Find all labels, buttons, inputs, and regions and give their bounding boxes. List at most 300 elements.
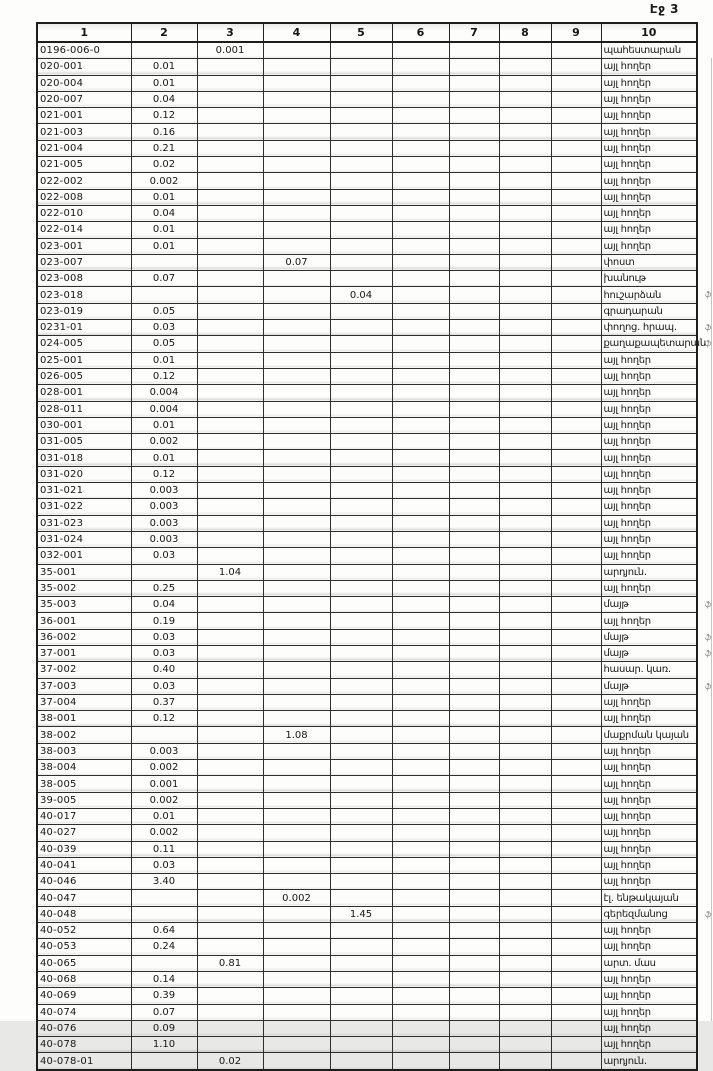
cell-col9 xyxy=(551,580,601,596)
cell-area-col3 xyxy=(197,222,263,238)
cell-col8 xyxy=(499,841,551,857)
cell-col8 xyxy=(499,1004,551,1020)
cell-parcel-code: 021-003 xyxy=(37,124,131,140)
cell-area-col4 xyxy=(263,645,330,661)
cell-parcel-code: 40-048 xyxy=(37,906,131,922)
cell-col8 xyxy=(499,971,551,987)
cell-area-col5 xyxy=(330,548,392,564)
cell-area-col3 xyxy=(197,466,263,482)
cell-land-use: այլ հողեր xyxy=(601,124,697,140)
cell-land-use: այլ հողեր xyxy=(601,173,697,189)
cell-area-col5 xyxy=(330,1004,392,1020)
cell-col9 xyxy=(551,434,601,450)
cell-parcel-code: 030-001 xyxy=(37,417,131,433)
cell-area-col4 xyxy=(263,988,330,1004)
cell-parcel-code: 40-027 xyxy=(37,825,131,841)
handwritten-margin-mark: ֆ xyxy=(705,681,712,691)
cell-col8 xyxy=(499,368,551,384)
cell-land-use: այլ հողեր xyxy=(601,434,697,450)
cell-col8 xyxy=(499,939,551,955)
cell-area-col3 xyxy=(197,760,263,776)
cell-area-col3 xyxy=(197,173,263,189)
cell-area-col4 xyxy=(263,694,330,710)
cell-col8 xyxy=(499,59,551,75)
cell-col9 xyxy=(551,140,601,156)
cell-col7 xyxy=(449,157,499,173)
cell-area-col2: 0.01 xyxy=(131,417,197,433)
cell-col9 xyxy=(551,988,601,1004)
cell-col6 xyxy=(392,531,449,547)
cell-col8 xyxy=(499,91,551,107)
cell-area-col3 xyxy=(197,1004,263,1020)
cell-col8 xyxy=(499,564,551,580)
cell-col7 xyxy=(449,955,499,971)
table-row xyxy=(37,678,697,694)
cell-col9 xyxy=(551,808,601,824)
cell-area-col2: 0.21 xyxy=(131,140,197,156)
cell-land-use: այլ հողեր xyxy=(601,157,697,173)
cell-land-use: այլ հողեր xyxy=(601,841,697,857)
cell-col7 xyxy=(449,890,499,906)
cell-area-col4 xyxy=(263,368,330,384)
cell-area-col5 xyxy=(330,580,392,596)
cell-col7 xyxy=(449,401,499,417)
cell-land-use: այլ հողեր xyxy=(601,776,697,792)
cell-col6 xyxy=(392,140,449,156)
cell-col9 xyxy=(551,75,601,91)
cell-col6 xyxy=(392,727,449,743)
cell-land-use: այլ հողեր xyxy=(601,1004,697,1020)
cell-area-col2: 0.003 xyxy=(131,483,197,499)
cell-area-col4 xyxy=(263,678,330,694)
column-header-1: 1 xyxy=(37,23,131,42)
cell-parcel-code: 40-078 xyxy=(37,1037,131,1053)
cell-area-col5 xyxy=(330,662,392,678)
cell-area-col5 xyxy=(330,108,392,124)
cell-land-use: այլ հողեր xyxy=(601,939,697,955)
cell-area-col5 xyxy=(330,466,392,482)
cell-col9 xyxy=(551,906,601,922)
cell-land-use: խանութ xyxy=(601,271,697,287)
cell-col9 xyxy=(551,124,601,140)
cell-land-use: պահեստարան xyxy=(601,42,697,59)
cell-col6 xyxy=(392,173,449,189)
cell-parcel-code: 40-078-01 xyxy=(37,1053,131,1070)
cell-land-use: այլ հողեր xyxy=(601,140,697,156)
cell-area-col2: 0.002 xyxy=(131,434,197,450)
cell-col8 xyxy=(499,336,551,352)
cell-col7 xyxy=(449,678,499,694)
handwritten-margin-mark: ֆ xyxy=(705,339,712,349)
cell-area-col3 xyxy=(197,271,263,287)
table-row xyxy=(37,466,697,482)
cell-col8 xyxy=(499,857,551,873)
cell-area-col5 xyxy=(330,613,392,629)
cell-area-col2: 0.02 xyxy=(131,157,197,173)
cell-area-col5 xyxy=(330,303,392,319)
cell-col7 xyxy=(449,320,499,336)
cell-col9 xyxy=(551,91,601,107)
cell-parcel-code: 031-023 xyxy=(37,515,131,531)
cell-area-col4 xyxy=(263,1053,330,1070)
table-row xyxy=(37,743,697,759)
table-row xyxy=(37,108,697,124)
cell-land-use: այլ հողեր xyxy=(601,923,697,939)
cell-area-col3 xyxy=(197,91,263,107)
cell-col8 xyxy=(499,629,551,645)
cell-col8 xyxy=(499,776,551,792)
cell-col6 xyxy=(392,401,449,417)
cell-col6 xyxy=(392,483,449,499)
cell-land-use: գրադարան xyxy=(601,303,697,319)
cell-parcel-code: 35-002 xyxy=(37,580,131,596)
cell-col7 xyxy=(449,1020,499,1036)
cell-land-use: այլ հողեր xyxy=(601,75,697,91)
cell-col6 xyxy=(392,629,449,645)
cell-land-use: այլ հողեր xyxy=(601,760,697,776)
table-row xyxy=(37,597,697,613)
cell-col7 xyxy=(449,205,499,221)
cell-col9 xyxy=(551,597,601,613)
cell-area-col5 xyxy=(330,988,392,1004)
cell-area-col2 xyxy=(131,955,197,971)
cell-col8 xyxy=(499,645,551,661)
cell-col8 xyxy=(499,417,551,433)
table-row xyxy=(37,694,697,710)
cell-area-col2: 0.01 xyxy=(131,352,197,368)
cell-parcel-code: 026-005 xyxy=(37,368,131,384)
cell-col8 xyxy=(499,613,551,629)
cell-col9 xyxy=(551,352,601,368)
cell-col7 xyxy=(449,499,499,515)
cell-col9 xyxy=(551,564,601,580)
cell-area-col4 xyxy=(263,157,330,173)
cell-area-col5 xyxy=(330,499,392,515)
cell-area-col2: 0.09 xyxy=(131,1020,197,1036)
cell-col7 xyxy=(449,1037,499,1053)
cell-col9 xyxy=(551,1004,601,1020)
cell-col8 xyxy=(499,483,551,499)
cell-parcel-code: 38-003 xyxy=(37,743,131,759)
cell-area-col4 xyxy=(263,1037,330,1053)
cell-col9 xyxy=(551,59,601,75)
cell-area-col3 xyxy=(197,874,263,890)
handwritten-margin-mark: ֆ xyxy=(705,648,712,658)
cell-area-col5 xyxy=(330,743,392,759)
cell-area-col5 xyxy=(330,450,392,466)
cell-col7 xyxy=(449,792,499,808)
cell-area-col3: 0.81 xyxy=(197,955,263,971)
cell-parcel-code: 023-019 xyxy=(37,303,131,319)
cell-col6 xyxy=(392,1053,449,1070)
cell-col6 xyxy=(392,776,449,792)
table-row xyxy=(37,629,697,645)
cell-parcel-code: 031-020 xyxy=(37,466,131,482)
cell-area-col5 xyxy=(330,59,392,75)
cell-col6 xyxy=(392,91,449,107)
cell-area-col4 xyxy=(263,792,330,808)
cell-area-col4 xyxy=(263,91,330,107)
cell-parcel-code: 37-003 xyxy=(37,678,131,694)
cell-area-col5 xyxy=(330,727,392,743)
cell-col6 xyxy=(392,760,449,776)
cell-area-col4 xyxy=(263,401,330,417)
cell-land-use: մաքրման կայան xyxy=(601,727,697,743)
cell-col6 xyxy=(392,271,449,287)
cell-area-col3 xyxy=(197,629,263,645)
cell-col7 xyxy=(449,857,499,873)
cell-land-use: այլ հողեր xyxy=(601,874,697,890)
cell-area-col3 xyxy=(197,108,263,124)
cell-area-col2: 0.07 xyxy=(131,1004,197,1020)
cell-land-use: մայթ ֆ xyxy=(601,645,697,661)
table-row xyxy=(37,173,697,189)
cell-col9 xyxy=(551,450,601,466)
cell-parcel-code: 38-002 xyxy=(37,727,131,743)
cell-col7 xyxy=(449,988,499,1004)
cell-col9 xyxy=(551,466,601,482)
cell-col6 xyxy=(392,189,449,205)
cell-land-use: այլ հողեր xyxy=(601,515,697,531)
cell-col9 xyxy=(551,923,601,939)
cell-col7 xyxy=(449,548,499,564)
cell-area-col5 xyxy=(330,515,392,531)
table-row xyxy=(37,923,697,939)
table-row xyxy=(37,483,697,499)
cell-area-col4 xyxy=(263,271,330,287)
land-parcel-table xyxy=(36,22,712,1071)
cell-col7 xyxy=(449,694,499,710)
cell-col7 xyxy=(449,613,499,629)
table-row xyxy=(37,825,697,841)
cell-col9 xyxy=(551,939,601,955)
cell-col9 xyxy=(551,694,601,710)
cell-col9 xyxy=(551,760,601,776)
cell-area-col4 xyxy=(263,874,330,890)
cell-land-use: այլ հողեր xyxy=(601,531,697,547)
cell-land-use: այլ հողեր xyxy=(601,108,697,124)
cell-area-col3 xyxy=(197,515,263,531)
cell-area-col2: 0.24 xyxy=(131,939,197,955)
cell-col8 xyxy=(499,254,551,270)
cell-land-use: այլ հողեր xyxy=(601,91,697,107)
cell-area-col5 xyxy=(330,825,392,841)
cell-col9 xyxy=(551,499,601,515)
cell-col8 xyxy=(499,1037,551,1053)
cell-parcel-code: 022-010 xyxy=(37,205,131,221)
cell-parcel-code: 35-003 xyxy=(37,597,131,613)
table-row xyxy=(37,59,697,75)
cell-area-col5 xyxy=(330,336,392,352)
cell-area-col4 xyxy=(263,238,330,254)
cell-land-use: այլ հողեր xyxy=(601,59,697,75)
cell-col9 xyxy=(551,271,601,287)
cell-col8 xyxy=(499,808,551,824)
table-row xyxy=(37,42,697,59)
cell-col8 xyxy=(499,271,551,287)
cell-area-col5 xyxy=(330,1037,392,1053)
cell-col6 xyxy=(392,613,449,629)
cell-land-use: այլ հողեր xyxy=(601,238,697,254)
cell-area-col2: 0.25 xyxy=(131,580,197,596)
cell-col9 xyxy=(551,287,601,303)
cell-area-col5 xyxy=(330,157,392,173)
cell-area-col5 xyxy=(330,597,392,613)
cell-area-col4 xyxy=(263,287,330,303)
cell-col7 xyxy=(449,173,499,189)
cell-col6 xyxy=(392,75,449,91)
cell-area-col4 xyxy=(263,711,330,727)
cell-col8 xyxy=(499,548,551,564)
cell-area-col3 xyxy=(197,613,263,629)
cell-parcel-code: 40-076 xyxy=(37,1020,131,1036)
cell-land-use: այլ հողեր xyxy=(601,189,697,205)
cell-col9 xyxy=(551,841,601,857)
cell-area-col2: 0.002 xyxy=(131,792,197,808)
cell-col9 xyxy=(551,483,601,499)
cell-col8 xyxy=(499,662,551,678)
cell-col6 xyxy=(392,320,449,336)
cell-col8 xyxy=(499,678,551,694)
cell-area-col4 xyxy=(263,808,330,824)
cell-col7 xyxy=(449,189,499,205)
table-row xyxy=(37,515,697,531)
cell-area-col3 xyxy=(197,645,263,661)
cell-land-use: այլ հողեր xyxy=(601,711,697,727)
cell-area-col2 xyxy=(131,906,197,922)
cell-col7 xyxy=(449,939,499,955)
cell-col7 xyxy=(449,483,499,499)
table-row xyxy=(37,434,697,450)
cell-area-col4 xyxy=(263,124,330,140)
cell-col6 xyxy=(392,417,449,433)
cell-area-col4 xyxy=(263,923,330,939)
cell-area-col5 xyxy=(330,629,392,645)
cell-col6 xyxy=(392,124,449,140)
cell-parcel-code: 032-001 xyxy=(37,548,131,564)
cell-area-col4 xyxy=(263,173,330,189)
cell-area-col4 xyxy=(263,1004,330,1020)
cell-land-use: արդյուն. xyxy=(601,1053,697,1070)
cell-area-col4 xyxy=(263,466,330,482)
cell-area-col2: 0.40 xyxy=(131,662,197,678)
cell-col9 xyxy=(551,743,601,759)
cell-col8 xyxy=(499,1053,551,1070)
cell-area-col5 xyxy=(330,417,392,433)
column-header-4: 4 xyxy=(263,23,330,42)
cell-land-use: մայթ ֆ xyxy=(601,629,697,645)
cell-parcel-code: 031-021 xyxy=(37,483,131,499)
cell-col7 xyxy=(449,564,499,580)
cell-area-col5 xyxy=(330,955,392,971)
cell-col9 xyxy=(551,189,601,205)
table-header-row xyxy=(37,23,697,42)
cell-area-col2: 0.01 xyxy=(131,238,197,254)
cell-col7 xyxy=(449,434,499,450)
cell-area-col4 xyxy=(263,108,330,124)
cell-area-col4 xyxy=(263,906,330,922)
cell-area-col5 xyxy=(330,857,392,873)
cell-area-col5 xyxy=(330,1053,392,1070)
cell-col6 xyxy=(392,580,449,596)
cell-area-col3 xyxy=(197,743,263,759)
cell-col6 xyxy=(392,825,449,841)
cell-area-col4 xyxy=(263,613,330,629)
table-row xyxy=(37,75,697,91)
cell-col8 xyxy=(499,711,551,727)
cell-col6 xyxy=(392,238,449,254)
cell-area-col2: 0.01 xyxy=(131,189,197,205)
cell-col8 xyxy=(499,531,551,547)
cell-area-col3 xyxy=(197,906,263,922)
cell-parcel-code: 0231-01 xyxy=(37,320,131,336)
cell-col8 xyxy=(499,450,551,466)
cell-col7 xyxy=(449,352,499,368)
cell-col6 xyxy=(392,222,449,238)
cell-parcel-code: 40-065 xyxy=(37,955,131,971)
cell-parcel-code: 028-001 xyxy=(37,385,131,401)
cell-col7 xyxy=(449,776,499,792)
cell-land-use: այլ հողեր xyxy=(601,466,697,482)
cell-col7 xyxy=(449,222,499,238)
cell-area-col4 xyxy=(263,303,330,319)
cell-area-col5 xyxy=(330,401,392,417)
cell-land-use: այլ հողեր xyxy=(601,825,697,841)
cell-area-col5 xyxy=(330,564,392,580)
cell-parcel-code: 40-041 xyxy=(37,857,131,873)
cell-area-col2: 0.03 xyxy=(131,678,197,694)
cell-area-col3 xyxy=(197,483,263,499)
cell-area-col4 xyxy=(263,564,330,580)
cell-area-col3 xyxy=(197,303,263,319)
cell-area-col2: 0.19 xyxy=(131,613,197,629)
cell-area-col4 xyxy=(263,825,330,841)
cell-area-col3 xyxy=(197,988,263,1004)
cell-area-col5 xyxy=(330,483,392,499)
cell-land-use: այլ հողեր xyxy=(601,808,697,824)
cell-parcel-code: 021-005 xyxy=(37,157,131,173)
cell-parcel-code: 37-004 xyxy=(37,694,131,710)
cell-col9 xyxy=(551,368,601,384)
cell-col6 xyxy=(392,1004,449,1020)
cell-col9 xyxy=(551,108,601,124)
cell-col6 xyxy=(392,287,449,303)
cell-area-col4 xyxy=(263,320,330,336)
table-row xyxy=(37,205,697,221)
table-row xyxy=(37,303,697,319)
cell-col6 xyxy=(392,923,449,939)
cell-land-use: այլ հողեր xyxy=(601,792,697,808)
cell-area-col5 xyxy=(330,352,392,368)
cell-land-use: մայթ ֆ xyxy=(601,597,697,613)
table-row xyxy=(37,368,697,384)
cell-col6 xyxy=(392,678,449,694)
table-row xyxy=(37,352,697,368)
cell-land-use: փոստ xyxy=(601,254,697,270)
cell-col8 xyxy=(499,303,551,319)
cell-area-col5 xyxy=(330,238,392,254)
cell-land-use: այլ հողեր xyxy=(601,222,697,238)
cell-col7 xyxy=(449,108,499,124)
cell-area-col5 xyxy=(330,368,392,384)
cell-area-col3: 0.001 xyxy=(197,42,263,59)
cell-col7 xyxy=(449,874,499,890)
cell-area-col5 xyxy=(330,1020,392,1036)
cell-col7 xyxy=(449,841,499,857)
cell-area-col3 xyxy=(197,890,263,906)
cell-parcel-code: 35-001 xyxy=(37,564,131,580)
cell-col8 xyxy=(499,385,551,401)
